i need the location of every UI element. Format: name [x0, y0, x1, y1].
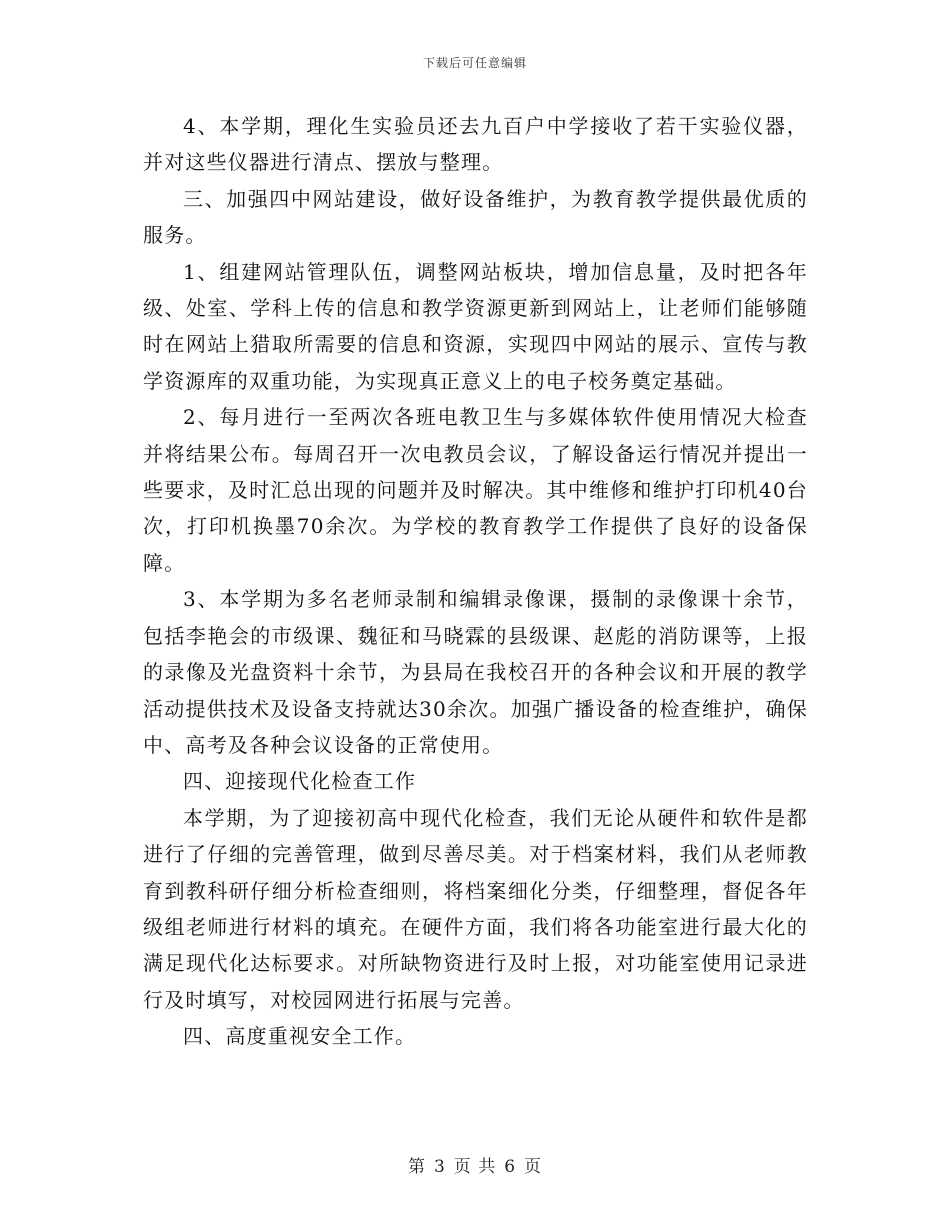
- paragraph-modernization-check: 本学期，为了迎接初高中现代化检查，我们无论从硬件和软件是都进行了仔细的完善管理，做到尽善尽美。对于档案材料，我们从老师教育到教科研仔细分析检查细则，将档案细化分类，仔细整理，督促各年级组老师进行材料的填充。在硬件方面，我们将各功能室进行最大化的满足现代化达标要求。对所缺物资进行及时上报，对功能室使用记录进行及时填写，对校园网进行拓展与完善。: [143, 805, 808, 1012]
- footer-current-page: 3: [433, 1157, 446, 1177]
- page-number-footer: [0, 1152, 950, 1177]
- paragraph-lab-instruments: 4、本学期，理化生实验员还去九百户中学接收了若干实验仪器，并对这些仪器进行清点、摆放与整理。: [143, 114, 808, 175]
- paragraph-monthly-inspection: 2、每月进行一至两次各班电教卫生与多媒体软件使用情况大检查并将结果公布。每周召开一次电教员会议，了解设备运行情况并提出一些要求，及时汇总出现的问题并及时解决。其中维修和维护打印机40台次，打印机换墨70余次。为学校的教育教学工作提供了良好的设备保障。: [143, 405, 808, 575]
- footer-suffix: 页: [524, 1157, 543, 1177]
- paragraph-video-recording: 3、本学期为多名老师录制和编辑录像课，摄制的录像课十余节，包括李艳会的市级课、魏征和马晓霖的县级课、赵彪的消防课等，上报的录像及光盘资料十余节，为县局在我校召开的各种会议和开展的教学活动提供技术及设备支持就达30余次。加强广播设备的检查维护，确保中、高考及各种会议设备的正常使用。: [143, 587, 808, 757]
- footer-total-pages: 6: [504, 1157, 517, 1177]
- page-header-note: 下载后可任意编辑: [422, 56, 527, 70]
- document-body: [143, 108, 808, 1055]
- section-heading-website: 三、加强四中网站建设，做好设备维护，为教育教学提供最优质的服务。: [143, 186, 808, 248]
- footer-mid: 页 共: [453, 1157, 497, 1177]
- section-heading-safety: 四、高度重视安全工作。: [183, 1024, 417, 1049]
- footer-prefix: 第: [407, 1157, 426, 1177]
- paragraph-website-team: 1、组建网站管理队伍，调整网站板块，增加信息量，及时把各年级、处室、学科上传的信息和教学资源更新到网站上，让老师们能够随时在网站上猎取所需要的信息和资源，实现四中网站的展示、宣传与教学资源库的双重功能，为实现真正意义上的电子校务奠定基础。: [143, 259, 808, 393]
- section-heading-modernization: 四、迎接现代化检查工作: [183, 769, 417, 794]
